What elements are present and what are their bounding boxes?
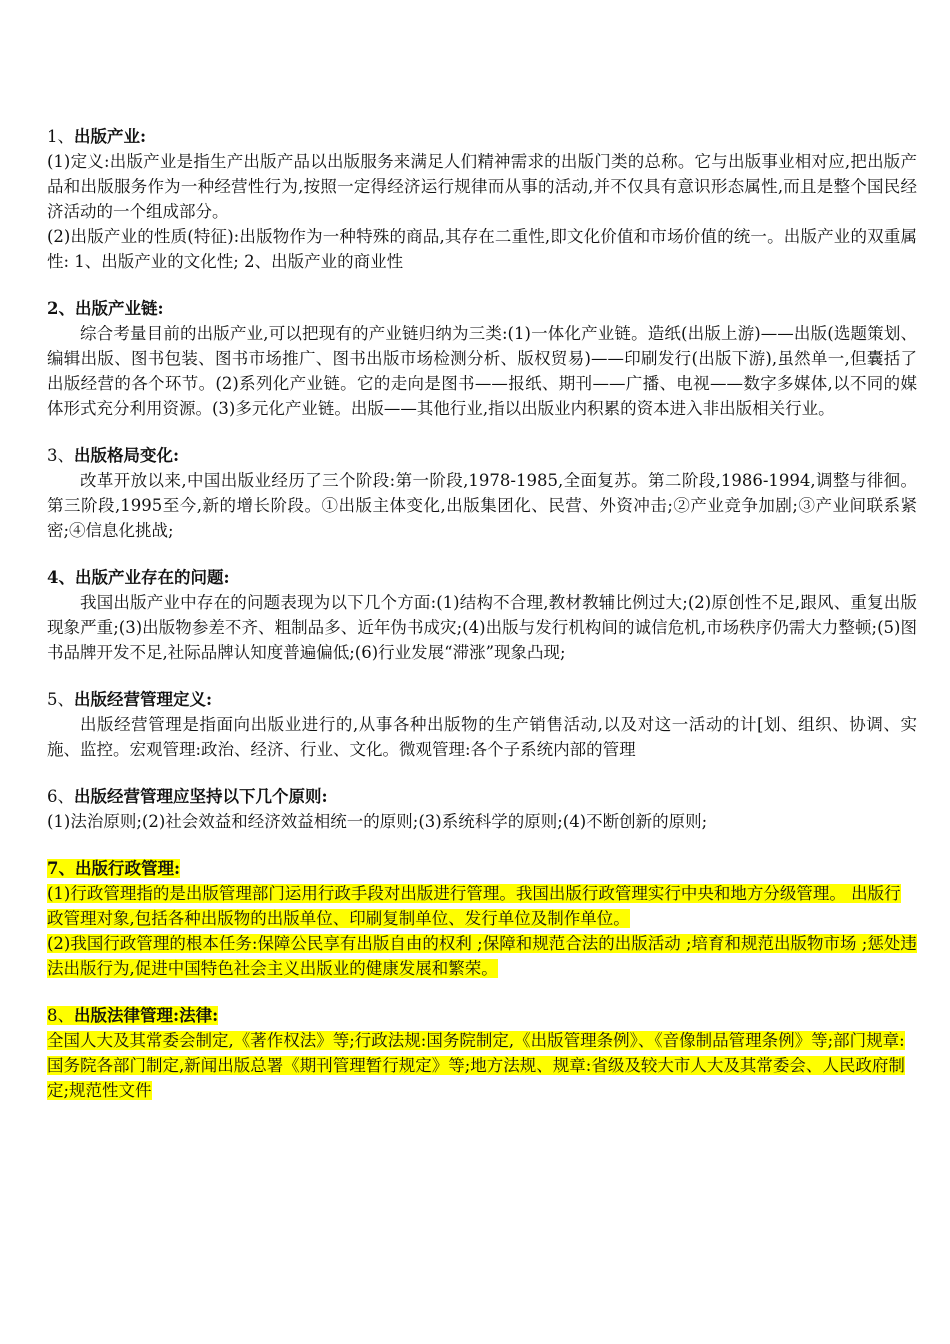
- highlighted-text: (1)行政管理指的是出版管理部门运用行政手段对出版进行管理。我国出版行政管理实行中央和地方分级管理。 出版行政管理对象,包括各种出版物的出版单位、印刷复制单位、发行单位及制作单位。: [47, 884, 901, 928]
- section-number: 4、: [47, 568, 75, 587]
- paragraph: (1)法治原则;(2)社会效益和经济效益相统一的原则;(3)系统科学的原则;(4)不断创新的原则;: [47, 812, 708, 831]
- section-7: [47, 856, 917, 981]
- section-heading: [47, 565, 917, 590]
- section-number: 7、: [47, 859, 75, 878]
- section-6: [47, 784, 917, 834]
- section-heading: [47, 687, 917, 712]
- section-heading: [47, 1003, 917, 1028]
- highlighted-heading: [47, 859, 180, 878]
- paragraph: (1)定义:出版产业是指生产出版产品以出版服务来满足人们精神需求的出版门类的总称。它与出版事业相对应,把出版产品和出版服务作为一种经营性行为,按照一定得经济运行规律而从事的活动,并不仅具有意识形态属性,而且是整个国民经济活动的一个组成部分。: [47, 152, 917, 221]
- section-number: 8、: [47, 1006, 74, 1025]
- paragraph: [47, 881, 917, 931]
- section-number: 2、: [47, 299, 75, 318]
- document-body: [47, 124, 917, 1125]
- paragraph: 改革开放以来,中国出版业经历了三个阶段:第一阶段,1978-1985,全面复苏。第二阶段,1986-1994,调整与徘徊。第三阶段,1995至今,新的增长阶段。①出版主体变化,出版集团化、民营、外资冲击;②产业竞争加剧;③产业间联系紧密;④信息化挑战;: [47, 471, 917, 540]
- section-title: 出版法律管理:法律:: [74, 1006, 219, 1025]
- section-heading: [47, 856, 917, 881]
- section-title: 出版经营管理定义:: [74, 690, 213, 709]
- paragraph: [47, 1028, 917, 1103]
- section-1: [47, 124, 917, 274]
- section-heading: [47, 443, 917, 468]
- section-heading: [47, 124, 917, 149]
- section-4: [47, 565, 917, 665]
- section-title: 出版经营管理应坚持以下几个原则:: [74, 787, 328, 806]
- section-2: [47, 296, 917, 421]
- section-5: [47, 687, 917, 762]
- highlighted-text: (2)我国行政管理的根本任务:保障公民享有出版自由的权利 ;保障和规范合法的出版活动 ;培育和规范出版物市场 ;惩处违法出版行为,促进中国特色社会主义出版业的健康发展和繁荣。: [47, 934, 917, 978]
- section-title: 出版产业:: [74, 127, 147, 146]
- section-title: 出版行政管理:: [74, 859, 181, 878]
- section-3: [47, 443, 917, 543]
- section-number: 6、: [47, 787, 74, 806]
- highlighted-heading: [47, 1006, 218, 1025]
- paragraph: 我国出版产业中存在的问题表现为以下几个方面:(1)结构不合理,教材教辅比例过大;(2)原创性不足,跟风、重复出版现象严重;(3)出版物参差不齐、粗制品多、近年伪书成灾;(4)出版与发行机构间的诚信危机,市场秩序仍需大力整顿;(5)图书品牌开发不足,社际品牌认知度普遍偏低;(6)行业发展“滞涨”现象凸现;: [47, 593, 917, 662]
- section-heading: [47, 784, 917, 809]
- paragraph: (2)出版产业的性质(特征):出版物作为一种特殊的商品,其存在二重性,即文化价值和市场价值的统一。出版产业的双重属性: 1、出版产业的文化性; 2、出版产业的商业性: [47, 227, 917, 271]
- paragraph: 综合考量目前的出版产业,可以把现有的产业链归纳为三类:(1)一体化产业链。造纸(出版上游)——出版(选题策划、编辑出版、图书包装、图书市场推广、图书出版市场检测分析、版权贸易)——印刷发行(出版下游),虽然单一,但囊括了出版经营的各个环节。(2)系列化产业链。它的走向是图书——报纸、期刊——广播、电视——数字多媒体,以不同的媒体形式充分利用资源。(3)多元化产业链。出版——其他行业,指以出版业内积累的资本进入非出版相关行业。: [47, 324, 917, 418]
- section-number: 5、: [47, 690, 74, 709]
- section-8: [47, 1003, 917, 1103]
- section-title: 出版格局变化:: [74, 446, 180, 465]
- paragraph: [47, 931, 917, 981]
- section-title: 出版产业存在的问题:: [74, 568, 230, 587]
- section-number: 3、: [47, 446, 74, 465]
- section-heading: [47, 296, 917, 321]
- paragraph: 出版经营管理是指面向出版业进行的,从事各种出版物的生产销售活动,以及对这一活动的计[划、组织、协调、实施、监控。宏观管理:政治、经济、行业、文化。微观管理:各个子系统内部的管理: [47, 715, 917, 759]
- highlighted-text: 全国人大及其常委会制定,《著作权法》等;行政法规:国务院制定,《出版管理条例》、《音像制品管理条例》等;部门规章:国务院各部门制定,新闻出版总署《期刊管理暂行规定》等;地方法规、规章:省级及较大市人大及其常委会、人民政府制定;规范性文件: [47, 1031, 905, 1100]
- section-title: 出版产业链:: [74, 299, 164, 318]
- section-number: 1、: [47, 127, 74, 146]
